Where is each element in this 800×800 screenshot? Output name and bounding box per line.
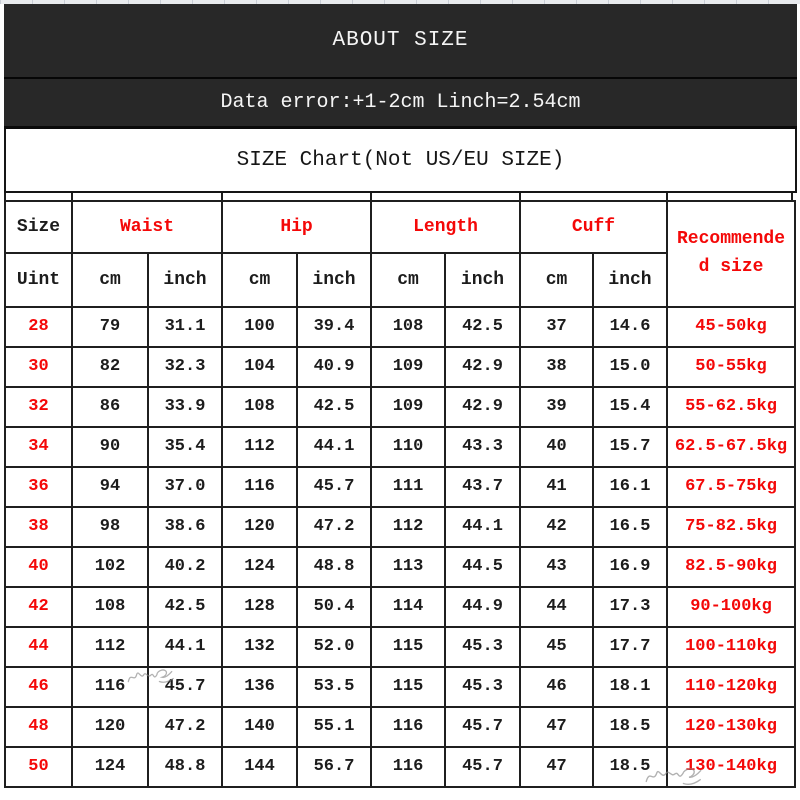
measurement-cell: 102 bbox=[72, 547, 148, 587]
measurement-cell: 40 bbox=[520, 427, 593, 467]
measurement-cell: 56.7 bbox=[297, 747, 371, 787]
table-row bbox=[5, 667, 795, 707]
unit-cell: cm bbox=[222, 253, 297, 307]
measurement-cell: 128 bbox=[222, 587, 297, 627]
measurement-cell: 45.3 bbox=[445, 667, 520, 707]
table-row bbox=[5, 467, 795, 507]
measurement-cell: 42.9 bbox=[445, 347, 520, 387]
size-cell: 46 bbox=[5, 667, 72, 707]
recommended-weight-cell: 45-50kg bbox=[667, 307, 795, 347]
measurement-cell: 16.5 bbox=[593, 507, 667, 547]
measurement-cell: 104 bbox=[222, 347, 297, 387]
measurement-cell: 114 bbox=[371, 587, 445, 627]
measurement-cell: 15.4 bbox=[593, 387, 667, 427]
measurement-cell: 32.3 bbox=[148, 347, 222, 387]
size-cell: 44 bbox=[5, 627, 72, 667]
measurement-cell: 45.3 bbox=[445, 627, 520, 667]
measurement-cell: 44 bbox=[520, 587, 593, 627]
measurement-cell: 48.8 bbox=[148, 747, 222, 787]
size-cell: 48 bbox=[5, 707, 72, 747]
measurement-cell: 112 bbox=[371, 507, 445, 547]
measurement-cell: 31.1 bbox=[148, 307, 222, 347]
measurement-cell: 115 bbox=[371, 627, 445, 667]
measurement-cell: 111 bbox=[371, 467, 445, 507]
measurement-cell: 37.0 bbox=[148, 467, 222, 507]
measurement-cell: 98 bbox=[72, 507, 148, 547]
measurement-cell: 16.1 bbox=[593, 467, 667, 507]
measurement-cell: 108 bbox=[72, 587, 148, 627]
measurement-cell: 42.5 bbox=[445, 307, 520, 347]
unit-cell: inch bbox=[297, 253, 371, 307]
measurement-cell: 39.4 bbox=[297, 307, 371, 347]
recommended-weight-cell: 110-120kg bbox=[667, 667, 795, 707]
size-cell: 42 bbox=[5, 587, 72, 627]
recommended-weight-cell: 100-110kg bbox=[667, 627, 795, 667]
table-row bbox=[5, 747, 795, 787]
measurement-cell: 42.5 bbox=[148, 587, 222, 627]
measurement-cell: 45.7 bbox=[148, 667, 222, 707]
measurement-cell: 16.9 bbox=[593, 547, 667, 587]
measurement-cell: 18.5 bbox=[593, 707, 667, 747]
measurement-cell: 124 bbox=[72, 747, 148, 787]
size-cell: 38 bbox=[5, 507, 72, 547]
measurement-cell: 45.7 bbox=[445, 747, 520, 787]
recommended-weight-cell: 75-82.5kg bbox=[667, 507, 795, 547]
size-chart-title-cell bbox=[4, 129, 797, 193]
measurement-cell: 116 bbox=[72, 667, 148, 707]
recommended-weight-cell: 50-55kg bbox=[667, 347, 795, 387]
table-row bbox=[5, 307, 795, 347]
size-cell: 50 bbox=[5, 747, 72, 787]
measurement-cell: 18.1 bbox=[593, 667, 667, 707]
measurement-cell: 100 bbox=[222, 307, 297, 347]
data-error-banner bbox=[4, 79, 797, 129]
table-row bbox=[5, 587, 795, 627]
measurement-cell: 120 bbox=[72, 707, 148, 747]
measurement-cell: 112 bbox=[222, 427, 297, 467]
measurement-cell: 37 bbox=[520, 307, 593, 347]
table-top-spacer bbox=[4, 193, 797, 200]
measurement-cell: 112 bbox=[72, 627, 148, 667]
measurement-cell: 116 bbox=[371, 707, 445, 747]
measurement-cell: 109 bbox=[371, 347, 445, 387]
measurement-cell: 45 bbox=[520, 627, 593, 667]
measurement-cell: 41 bbox=[520, 467, 593, 507]
measurement-cell: 55.1 bbox=[297, 707, 371, 747]
recommended-weight-cell: 130-140kg bbox=[667, 747, 795, 787]
measurement-cell: 42.9 bbox=[445, 387, 520, 427]
unit-cell: cm bbox=[72, 253, 148, 307]
header-recommended-size: Recommended size bbox=[667, 201, 795, 307]
measurement-cell: 43.7 bbox=[445, 467, 520, 507]
measurement-cell: 17.7 bbox=[593, 627, 667, 667]
size-cell: 32 bbox=[5, 387, 72, 427]
measurement-cell: 43.3 bbox=[445, 427, 520, 467]
measurement-cell: 44.1 bbox=[297, 427, 371, 467]
unit-cell: inch bbox=[593, 253, 667, 307]
measurement-cell: 82 bbox=[72, 347, 148, 387]
unit-cell: inch bbox=[148, 253, 222, 307]
measurement-cell: 14.6 bbox=[593, 307, 667, 347]
measurement-cell: 136 bbox=[222, 667, 297, 707]
measurement-cell: 38.6 bbox=[148, 507, 222, 547]
table-row bbox=[5, 387, 795, 427]
measurement-cell: 90 bbox=[72, 427, 148, 467]
recommended-weight-cell: 82.5-90kg bbox=[667, 547, 795, 587]
measurement-cell: 113 bbox=[371, 547, 445, 587]
measurement-cell: 109 bbox=[371, 387, 445, 427]
group-header-row bbox=[5, 201, 795, 253]
measurement-cell: 47 bbox=[520, 747, 593, 787]
table-row bbox=[5, 627, 795, 667]
recommended-weight-cell: 55-62.5kg bbox=[667, 387, 795, 427]
table-row bbox=[5, 507, 795, 547]
measurement-cell: 115 bbox=[371, 667, 445, 707]
recommended-weight-cell: 90-100kg bbox=[667, 587, 795, 627]
measurement-cell: 144 bbox=[222, 747, 297, 787]
measurement-cell: 33.9 bbox=[148, 387, 222, 427]
unit-cell: inch bbox=[445, 253, 520, 307]
measurement-cell: 140 bbox=[222, 707, 297, 747]
measurement-cell: 94 bbox=[72, 467, 148, 507]
measurement-cell: 35.4 bbox=[148, 427, 222, 467]
measurement-cell: 110 bbox=[371, 427, 445, 467]
header-group-hip: Hip bbox=[222, 201, 371, 253]
measurement-cell: 17.3 bbox=[593, 587, 667, 627]
table-row bbox=[5, 707, 795, 747]
measurement-cell: 44.5 bbox=[445, 547, 520, 587]
header-group-waist: Waist bbox=[72, 201, 222, 253]
about-size-banner bbox=[4, 4, 797, 79]
size-chart-title: SIZE Chart(Not US/EU SIZE) bbox=[236, 148, 565, 172]
measurement-cell: 132 bbox=[222, 627, 297, 667]
measurement-cell: 18.5 bbox=[593, 747, 667, 787]
measurement-cell: 45.7 bbox=[297, 467, 371, 507]
measurement-cell: 42.5 bbox=[297, 387, 371, 427]
measurement-cell: 40.2 bbox=[148, 547, 222, 587]
measurement-cell: 48.8 bbox=[297, 547, 371, 587]
size-table-body bbox=[5, 307, 795, 787]
measurement-cell: 53.5 bbox=[297, 667, 371, 707]
unit-cell: cm bbox=[520, 253, 593, 307]
measurement-cell: 42 bbox=[520, 507, 593, 547]
about-size-title: ABOUT SIZE bbox=[332, 29, 469, 52]
measurement-cell: 50.4 bbox=[297, 587, 371, 627]
measurement-cell: 79 bbox=[72, 307, 148, 347]
measurement-cell: 15.7 bbox=[593, 427, 667, 467]
recommended-weight-cell: 62.5-67.5kg bbox=[667, 427, 795, 467]
measurement-cell: 44.1 bbox=[148, 627, 222, 667]
measurement-cell: 38 bbox=[520, 347, 593, 387]
measurement-cell: 47.2 bbox=[148, 707, 222, 747]
size-column-header: Size bbox=[5, 201, 72, 253]
size-table bbox=[4, 200, 796, 788]
unit-cell: cm bbox=[371, 253, 445, 307]
data-error-text: Data error:+1-2cm Linch=2.54cm bbox=[220, 91, 581, 114]
measurement-cell: 108 bbox=[222, 387, 297, 427]
measurement-cell: 39 bbox=[520, 387, 593, 427]
size-cell: 36 bbox=[5, 467, 72, 507]
measurement-cell: 44.9 bbox=[445, 587, 520, 627]
recommended-weight-cell: 120-130kg bbox=[667, 707, 795, 747]
size-cell: 28 bbox=[5, 307, 72, 347]
header-group-cuff: Cuff bbox=[520, 201, 667, 253]
table-row bbox=[5, 547, 795, 587]
measurement-cell: 15.0 bbox=[593, 347, 667, 387]
measurement-cell: 40.9 bbox=[297, 347, 371, 387]
measurement-cell: 116 bbox=[371, 747, 445, 787]
measurement-cell: 43 bbox=[520, 547, 593, 587]
measurement-cell: 47 bbox=[520, 707, 593, 747]
measurement-cell: 116 bbox=[222, 467, 297, 507]
table-row bbox=[5, 427, 795, 467]
size-cell: 40 bbox=[5, 547, 72, 587]
measurement-cell: 47.2 bbox=[297, 507, 371, 547]
table-row bbox=[5, 347, 795, 387]
measurement-cell: 52.0 bbox=[297, 627, 371, 667]
size-cell: 34 bbox=[5, 427, 72, 467]
measurement-cell: 124 bbox=[222, 547, 297, 587]
measurement-cell: 44.1 bbox=[445, 507, 520, 547]
measurement-cell: 108 bbox=[371, 307, 445, 347]
size-cell: 30 bbox=[5, 347, 72, 387]
unit-column-header: Uint bbox=[5, 253, 72, 307]
measurement-cell: 120 bbox=[222, 507, 297, 547]
measurement-cell: 46 bbox=[520, 667, 593, 707]
recommended-weight-cell: 67.5-75kg bbox=[667, 467, 795, 507]
header-group-length: Length bbox=[371, 201, 520, 253]
measurement-cell: 86 bbox=[72, 387, 148, 427]
measurement-cell: 45.7 bbox=[445, 707, 520, 747]
